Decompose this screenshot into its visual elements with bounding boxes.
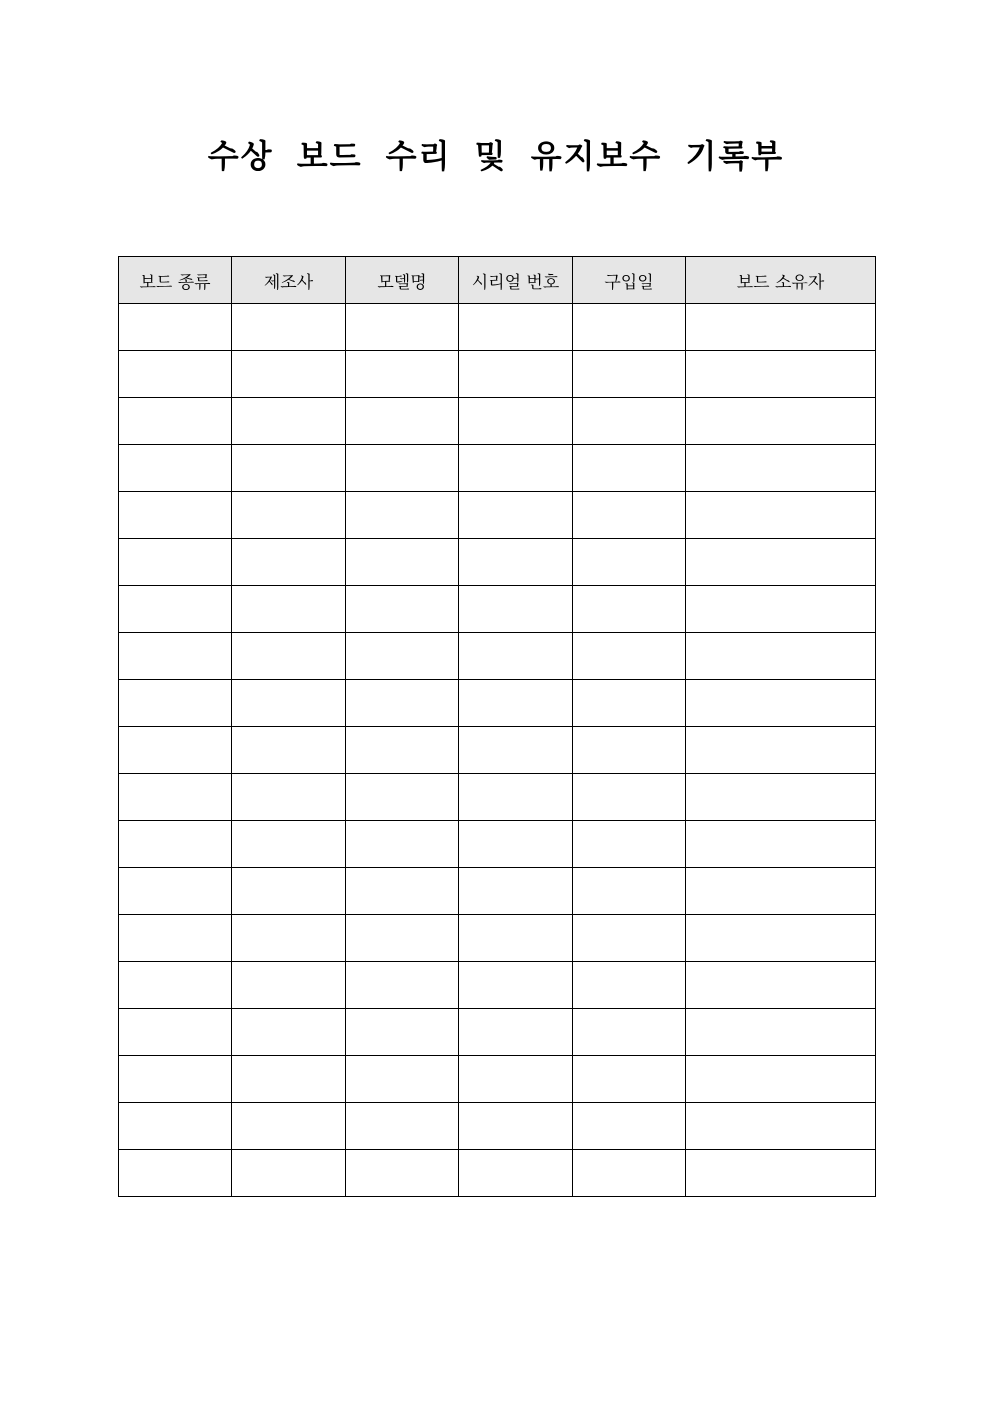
table-cell[interactable]: [459, 1103, 573, 1150]
table-cell[interactable]: [686, 633, 876, 680]
table-cell[interactable]: [346, 539, 459, 586]
table-row: [119, 1103, 876, 1150]
table-row: [119, 539, 876, 586]
table-cell[interactable]: [686, 351, 876, 398]
table-cell[interactable]: [232, 962, 346, 1009]
table-cell[interactable]: [459, 915, 573, 962]
table-cell[interactable]: [232, 1056, 346, 1103]
table-cell[interactable]: [346, 727, 459, 774]
table-cell[interactable]: [346, 774, 459, 821]
table-cell[interactable]: [459, 821, 573, 868]
table-cell[interactable]: [459, 304, 573, 351]
table-cell[interactable]: [686, 1056, 876, 1103]
table-row: [119, 727, 876, 774]
table-cell[interactable]: [346, 821, 459, 868]
table-row: [119, 821, 876, 868]
table-row: [119, 445, 876, 492]
table-row: [119, 586, 876, 633]
table-cell[interactable]: [686, 445, 876, 492]
table-cell[interactable]: [686, 680, 876, 727]
table-cell[interactable]: [573, 586, 686, 633]
table-cell[interactable]: [119, 868, 232, 915]
table-cell[interactable]: [459, 868, 573, 915]
table-cell[interactable]: [119, 915, 232, 962]
table-row: [119, 774, 876, 821]
table-cell[interactable]: [232, 304, 346, 351]
table-cell[interactable]: [232, 680, 346, 727]
table-row: [119, 868, 876, 915]
table-cell[interactable]: [573, 304, 686, 351]
table-cell[interactable]: [346, 868, 459, 915]
table-cell[interactable]: [686, 539, 876, 586]
table-cell[interactable]: [232, 1103, 346, 1150]
table-row: [119, 492, 876, 539]
table-cell[interactable]: [573, 1150, 686, 1197]
table-cell[interactable]: [119, 774, 232, 821]
table-cell[interactable]: [459, 680, 573, 727]
table-cell[interactable]: [119, 492, 232, 539]
column-header-purchase-date: 구입일: [573, 257, 686, 304]
table-cell[interactable]: [573, 774, 686, 821]
table-cell[interactable]: [119, 680, 232, 727]
table-cell[interactable]: [232, 398, 346, 445]
table-row: [119, 304, 876, 351]
table-cell[interactable]: [459, 586, 573, 633]
table-cell[interactable]: [232, 633, 346, 680]
table-cell[interactable]: [346, 1056, 459, 1103]
table-cell[interactable]: [119, 962, 232, 1009]
table-cell[interactable]: [573, 1009, 686, 1056]
column-header-manufacturer: 제조사: [232, 257, 346, 304]
table-cell[interactable]: [119, 398, 232, 445]
table-cell[interactable]: [232, 539, 346, 586]
table-row: [119, 633, 876, 680]
table-cell[interactable]: [459, 962, 573, 1009]
table-cell[interactable]: [346, 586, 459, 633]
table-cell[interactable]: [686, 727, 876, 774]
table-cell[interactable]: [459, 539, 573, 586]
table-cell[interactable]: [459, 351, 573, 398]
table-cell[interactable]: [573, 539, 686, 586]
table-cell[interactable]: [119, 727, 232, 774]
table-cell[interactable]: [686, 821, 876, 868]
table-cell[interactable]: [686, 586, 876, 633]
table-cell[interactable]: [459, 633, 573, 680]
table-cell[interactable]: [346, 351, 459, 398]
table-cell[interactable]: [459, 774, 573, 821]
table-cell[interactable]: [119, 1056, 232, 1103]
table-cell[interactable]: [459, 492, 573, 539]
table-cell[interactable]: [686, 915, 876, 962]
table-cell[interactable]: [686, 304, 876, 351]
table-cell[interactable]: [459, 445, 573, 492]
table-cell[interactable]: [686, 962, 876, 1009]
table-cell[interactable]: [573, 868, 686, 915]
table-cell[interactable]: [686, 774, 876, 821]
table-cell[interactable]: [573, 398, 686, 445]
table-cell[interactable]: [573, 680, 686, 727]
table-cell[interactable]: [232, 915, 346, 962]
table-cell[interactable]: [232, 1150, 346, 1197]
table-cell[interactable]: [686, 1150, 876, 1197]
table-cell[interactable]: [232, 351, 346, 398]
table-cell[interactable]: [346, 633, 459, 680]
table-row: [119, 398, 876, 445]
table-cell[interactable]: [346, 680, 459, 727]
table-cell[interactable]: [686, 868, 876, 915]
table-cell[interactable]: [346, 1150, 459, 1197]
table-cell[interactable]: [573, 727, 686, 774]
table-body: [119, 304, 876, 1197]
table-cell[interactable]: [459, 1150, 573, 1197]
table-cell[interactable]: [573, 962, 686, 1009]
table-cell[interactable]: [232, 868, 346, 915]
column-header-board-owner: 보드 소유자: [686, 257, 876, 304]
table-cell[interactable]: [346, 1009, 459, 1056]
table-row: [119, 1150, 876, 1197]
table-cell[interactable]: [573, 445, 686, 492]
column-header-serial-number: 시리얼 번호: [459, 257, 573, 304]
table-cell[interactable]: [232, 821, 346, 868]
table-cell[interactable]: [686, 1103, 876, 1150]
table-cell[interactable]: [459, 398, 573, 445]
table-cell[interactable]: [232, 492, 346, 539]
table-cell[interactable]: [346, 398, 459, 445]
table-cell[interactable]: [459, 1056, 573, 1103]
table-cell[interactable]: [346, 304, 459, 351]
page-title: 수상 보드 수리 및 유지보수 기록부: [207, 137, 785, 175]
table-cell[interactable]: [459, 1009, 573, 1056]
maintenance-log-table: [118, 256, 876, 1197]
table-cell[interactable]: [119, 445, 232, 492]
table-row: [119, 351, 876, 398]
table-cell[interactable]: [346, 962, 459, 1009]
table-row: [119, 1009, 876, 1056]
table-cell[interactable]: [119, 1150, 232, 1197]
table-cell[interactable]: [346, 492, 459, 539]
table-cell[interactable]: [573, 821, 686, 868]
table-cell[interactable]: [232, 1009, 346, 1056]
table-cell[interactable]: [119, 539, 232, 586]
table-cell[interactable]: [573, 915, 686, 962]
table-cell[interactable]: [346, 915, 459, 962]
column-header-model-name: 모델명: [346, 257, 459, 304]
table-cell[interactable]: [119, 1009, 232, 1056]
table-cell[interactable]: [119, 821, 232, 868]
table-cell[interactable]: [573, 492, 686, 539]
table-row: [119, 915, 876, 962]
column-header-board-type: 보드 종류: [119, 257, 232, 304]
table-cell[interactable]: [686, 492, 876, 539]
table-cell[interactable]: [346, 445, 459, 492]
table-cell[interactable]: [119, 1103, 232, 1150]
table-cell[interactable]: [686, 398, 876, 445]
table-cell[interactable]: [686, 1009, 876, 1056]
table-cell[interactable]: [232, 445, 346, 492]
header-row: [119, 257, 876, 304]
table-cell[interactable]: [232, 727, 346, 774]
table-cell[interactable]: [573, 1103, 686, 1150]
table-cell[interactable]: [573, 351, 686, 398]
table-cell[interactable]: [119, 586, 232, 633]
table-row: [119, 1056, 876, 1103]
table-row: [119, 962, 876, 1009]
table-cell[interactable]: [459, 727, 573, 774]
table-cell[interactable]: [346, 1103, 459, 1150]
table-cell[interactable]: [119, 304, 232, 351]
table-cell[interactable]: [232, 774, 346, 821]
table-cell[interactable]: [573, 1056, 686, 1103]
table-row: [119, 680, 876, 727]
table-cell[interactable]: [232, 586, 346, 633]
table-cell[interactable]: [119, 633, 232, 680]
table-cell[interactable]: [119, 351, 232, 398]
table-cell[interactable]: [573, 633, 686, 680]
